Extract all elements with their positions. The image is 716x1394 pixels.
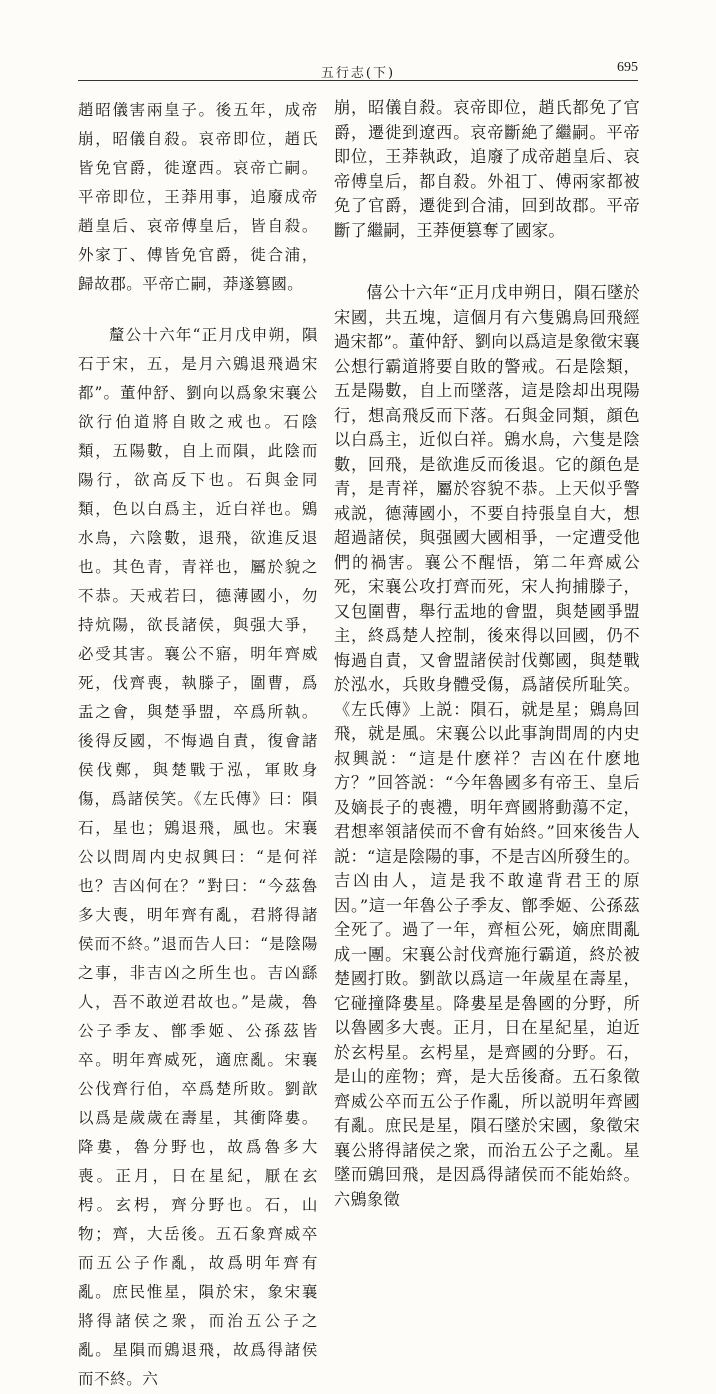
- translation-paragraph-2: 僖公十六年“正月戊申朔日，隕石墜於宋國，共五塊，這個月有六隻鶂鳥回飛經過宋都”。董仲舒、劉向以爲這是象徵宋襄公想行霸道將要自敗的警戒。石是陰類，五是陽數，自上而墜落，這是陰却出現陽行，想高飛反而下落。石與金同類，顔色以白爲主，近似白祥。鶂水鳥，六隻是陰數，回飛，是欲進反而後退。它的顔色是青，是青祥，屬於容貌不恭。上天似乎警戒説，德薄國小，不要自持張皇自大，想超過諸侯，與强國大國相爭，一定遭受他們的禍害。襄公不醒悟，第二年齊威公死，宋襄公攻打齊而死，宋人拘捕滕子，又包圍曹，舉行盂地的會盟，與楚國爭盟主，終爲楚人控制，後來得以回國，仍不悔過自責，又會盟諸侯討伐鄭國，與楚戰於泓水，兵敗身體受傷，爲諸侯所耻笑。《左氏傳》上説：隕石，就是星；鶂鳥回飛，就是風。宋襄公以此事詢問周的内史叔興説：“這是什麽祥？吉凶在什麽地方？”回答説：“今年魯國多有帝王、皇后及嫡長子的喪禮，明年齊國將動蕩不定，君想率領諸侯而不會有始終。”回來後告人説：“這是陰陽的事，不是吉凶所發生的。吉凶由人，這是我不敢違背君王的原因。”這一年魯公子季友、鄫季姬、公孫茲全死了。過了一年，齊桓公死，嫡庶間亂成一團。宋襄公討伐齊施行霸道，終於被楚國打敗。劉歆以爲這一年歲星在壽星，它碰撞降婁星。降婁星是魯國的分野，所以魯國多大喪。正月，日在星紀星，迫近於玄枵星。玄枵星，是齊國的分野。石，是山的産物；齊，是大岳後裔。五石象徵齊威公卒而五公子作亂，所以説明年齊國有亂。庶民是星，隕石墜於宋國，象徵宋襄公將得諸侯之衆，而治五公子之亂。星墜而鶂回飛，是因爲得諸侯而不能始終。六鶂象徵: [334, 283, 640, 1209]
- translation-text-column: [334, 96, 640, 1212]
- classical-paragraph-1: 趙昭儀害兩皇子。後五年，成帝崩，昭儀自殺。哀帝即位，趙氏皆免官爵，徙遼西。哀帝亡嗣。平帝即位，王莽用事，追廢成帝趙皇后、哀帝傅皇后，皆自殺。外家丁、傅皆免官爵，徙合浦，歸故郡。平帝亡嗣，莽遂篡國。: [78, 101, 318, 293]
- running-title: 五行志(下): [320, 66, 396, 81]
- page-header: [78, 58, 638, 81]
- translation-paragraph-1: 崩，昭儀自殺。哀帝即位，趙氏都免了官爵，遷徙到遼西。哀帝斷絶了繼嗣。平帝即位，王莽執政，追廢了成帝趙皇后、哀帝傅皇后，都自殺。外祖丁、傅兩家都被免了官爵，遷徙到合浦，回到故郡。平帝斷了繼嗣，王莽便篡奪了國家。: [334, 98, 640, 240]
- classical-paragraph-2: 釐公十六年“正月戊申朔，隕石于宋，五，是月六鶂退飛過宋都”。董仲舒、劉向以爲象宋襄公欲行伯道將自敗之戒也。石陰類，五陽數，自上而隕，此陰而陽行，欲高反下也。石與金同類，色以白爲主，近白祥也。鶂水鳥，六陰數，退飛，欲進反退也。其色青，青祥也，屬於貌之不恭。天戒若曰，德薄國小，勿持炕陽，欲長諸侯，與强大爭，必受其害。襄公不寤，明年齊威死，伐齊喪，執滕子，圍曹，爲盂之會，與楚爭盟，卒爲所執。後得反國，不悔過自責，復會諸侯伐鄭，與楚戰于泓，軍敗身傷，爲諸侯笑。《左氏傳》曰：隕石，星也；鶂退飛，風也。宋襄公以問周内史叔興曰：“是何祥也？吉凶何在？”對曰：“今茲魯多大喪，明年齊有亂，君將得諸侯而不終。”退而告人曰：“是陰陽之事，非吉凶之所生也。吉凶繇人，吾不敢逆君故也。”是歲，魯公子季友、鄫季姬、公孫茲皆卒。明年齊威死，適庶亂。宋襄公伐齊行伯，卒爲楚所敗。劉歆以爲是歲歲在壽星，其衝降婁。降婁，魯分野也，故爲魯多大喪。正月，日在星紀，厭在玄枵。玄枵，齊分野也。石，山物；齊，大岳後。五石象齊威卒而五公子作亂，故爲明年齊有亂。庶民惟星，隕於宋，象宋襄將得諸侯之衆，而治五公子之亂。星隕而鶂退飛，故爲得諸侯而不終。六: [78, 326, 318, 1388]
- page-number: 695: [617, 60, 638, 75]
- classical-text-column: [78, 96, 318, 1394]
